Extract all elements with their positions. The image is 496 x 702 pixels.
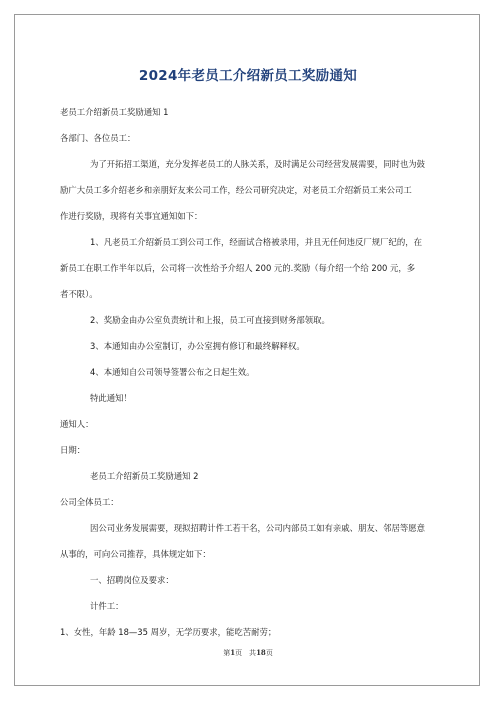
paragraph-line: 新员工在职工作半年以后，公司将一次性给予介绍人 200 元的.奖励（每介绍一个给 200 元，多 (60, 263, 416, 273)
salutation: 各部门、各位员工： (60, 133, 136, 143)
paragraph-line: 作进行奖励，现将有关事宜通知如下： (60, 211, 203, 221)
footer-page-number: 1 (230, 648, 236, 657)
paragraph-line: 因公司业务发展需要，现拟招聘计件工若干名，公司内部员工如有亲戚、朋友、邻居等愿意 (90, 523, 425, 533)
document-title: 2024年老员工介绍新员工奖励通知 (138, 68, 358, 84)
paragraph-line: 4、本通知自公司领导签署公布之日起生效。 (90, 367, 255, 377)
paragraph-line: 3、本通知由办公室制订，办公室拥有修订和最终解释权。 (90, 341, 305, 351)
footer-mid: 页 共 (235, 649, 257, 657)
date-label: 日期： (60, 445, 86, 455)
salutation: 公司全体员工： (60, 497, 119, 507)
page-footer (0, 648, 496, 658)
footer-prefix: 第 (223, 649, 231, 657)
notifier-label: 通知人： (60, 419, 94, 429)
section-heading-1: 老员工介绍新员工奖励通知 1 (60, 107, 169, 117)
closing-line: 特此通知！ (90, 393, 132, 403)
paragraph-line: 者不限）。 (60, 289, 98, 299)
paragraph-line: 励广大员工多介绍老乡和亲朋好友来公司工作，经公司研究决定，对老员工介绍新员工来公司工 (60, 185, 412, 195)
paragraph-line: 2、奖励金由办公室负责统计和上报，员工可直接到财务部领取。 (90, 315, 330, 325)
paragraph-line: 1、女性，年龄 18—35 周岁，无学历要求，能吃苦耐劳； (60, 627, 277, 637)
section-heading-2: 老员工介绍新员工奖励通知 2 (90, 471, 199, 481)
paragraph-line: 一、招聘岗位及要求： (90, 575, 174, 585)
footer-suffix: 页 (265, 649, 273, 657)
paragraph-line: 计件工： (90, 601, 124, 611)
paragraph-line: 为了开拓招工渠道，充分发挥老员工的人脉关系，及时满足公司经营发展需要，同时也为鼓 (90, 159, 425, 169)
footer-total-pages: 18 (256, 648, 266, 657)
paragraph-line: 从事的，可向公司推荐，具体规定如下： (60, 549, 211, 559)
paragraph-line: 1、凡老员工介绍新员工到公司工作，经面试合格被录用，并且无任何违反厂规厂纪的，在 (90, 237, 422, 247)
